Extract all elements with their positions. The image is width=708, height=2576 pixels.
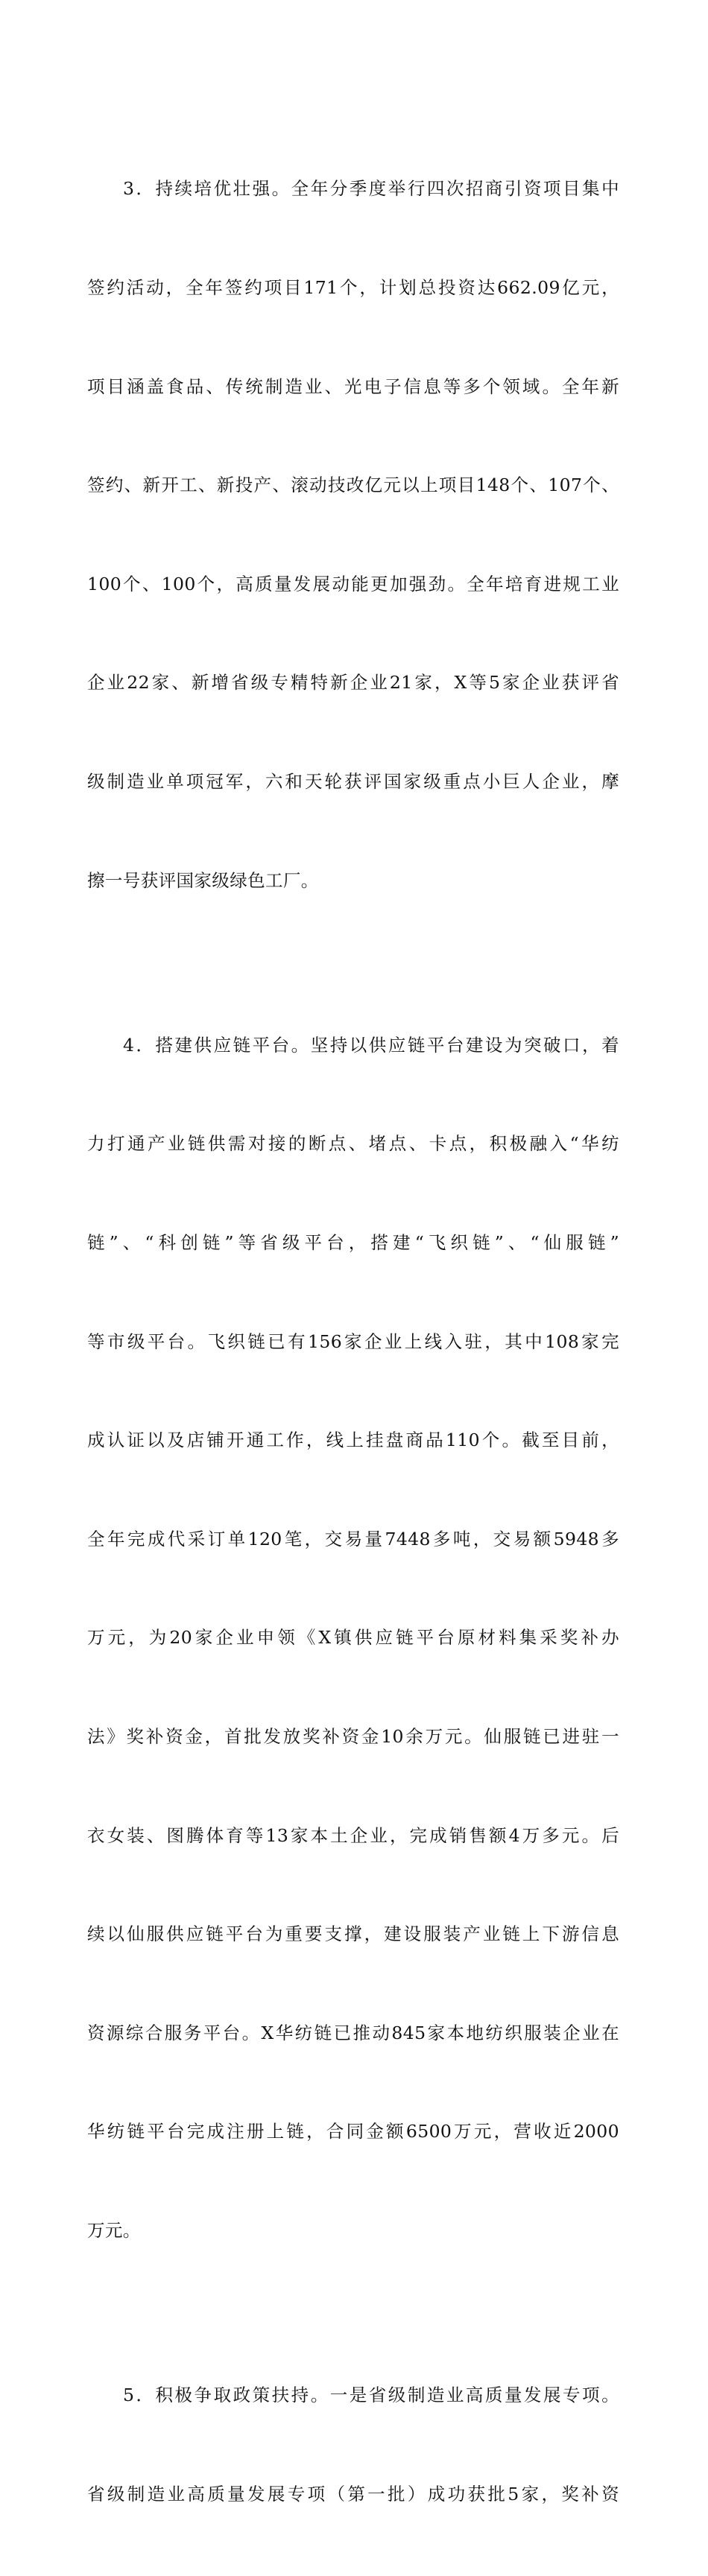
document-body bbox=[87, 107, 619, 2576]
paragraph-line: 等市级平台。飞织链已有156家企业上线入驻，其中108家完 bbox=[87, 1330, 619, 1352]
paragraph-line: 万元。 bbox=[87, 2220, 141, 2241]
paragraph-line: 成认证以及店铺开通工作，线上挂盘商品110个。截至目前， bbox=[87, 1430, 619, 1451]
paragraph-line: 100个、100个，高质量发展动能更加强劲。全年培育进规工业 bbox=[87, 573, 619, 594]
paragraph-line: 华纺链平台完成注册上链，合同金额6500万元，营收近2000 bbox=[87, 2121, 619, 2142]
paragraph-line: 5．积极争取政策扶持。一是省级制造业高质量发展专项。 bbox=[123, 2385, 619, 2406]
paragraph-line: 擦一号获评国家级绿色工厂。 bbox=[87, 869, 319, 891]
paragraph-line: 万元，为20家企业申领《X镇供应链平台原材料集采奖补办 bbox=[87, 1627, 619, 1649]
paragraph-line: 省级制造业高质量发展专项（第一批）成功获批5家，奖补资 bbox=[87, 2483, 619, 2504]
paragraph-line: 衣女装、图腾体育等13家本土企业，完成销售额4万多元。后 bbox=[87, 1824, 619, 1846]
paragraph-line: 续以仙服供应链平台为重要支撑，建设服装产业链上下游信息 bbox=[87, 1923, 619, 1945]
paragraph-line: 企业22家、新增省级专精特新企业21家，X等5家企业获评省 bbox=[87, 672, 619, 694]
paragraph-line: 法》奖补资金，首批发放奖补资金10余万元。仙服链已进驻一 bbox=[87, 1725, 619, 1747]
paragraph-line: 4．搭建供应链平台。坚持以供应链平台建设为突破口，着 bbox=[123, 1034, 619, 1056]
paragraph-line: 资源综合服务平台。X华纺链已推动845家本地纺织服装企业在 bbox=[87, 2022, 619, 2043]
paragraph-line: 签约活动，全年签约项目171个，计划总投资达662.09亿元， bbox=[87, 277, 619, 299]
paragraph-line: 签约、新开工、新投产、滚动技改亿元以上项目148个、107个、 bbox=[87, 475, 619, 496]
paragraph-line: 全年完成代采订单120笔，交易量7448多吨，交易额5948多 bbox=[87, 1528, 619, 1549]
paragraph-line: 级制造业单项冠军，六和天轮获评国家级重点小巨人企业，摩 bbox=[87, 771, 619, 793]
paragraph-line: 3．持续培优壮强。全年分季度举行四次招商引资项目集中 bbox=[123, 178, 619, 200]
paragraph-line: 链”、“科创链”等省级平台，搭建“飞织链”、“仙服链” bbox=[87, 1231, 619, 1253]
paragraph-line: 力打通产业链供需对接的断点、堵点、卡点，积极融入“华纺 bbox=[87, 1133, 619, 1155]
paragraph-item-5 bbox=[87, 2313, 619, 2576]
paragraph-line: 项目涵盖食品、传统制造业、光电子信息等多个领域。全年新 bbox=[87, 375, 619, 397]
paragraph-item-4 bbox=[87, 962, 619, 2312]
paragraph-item-3 bbox=[87, 107, 619, 962]
